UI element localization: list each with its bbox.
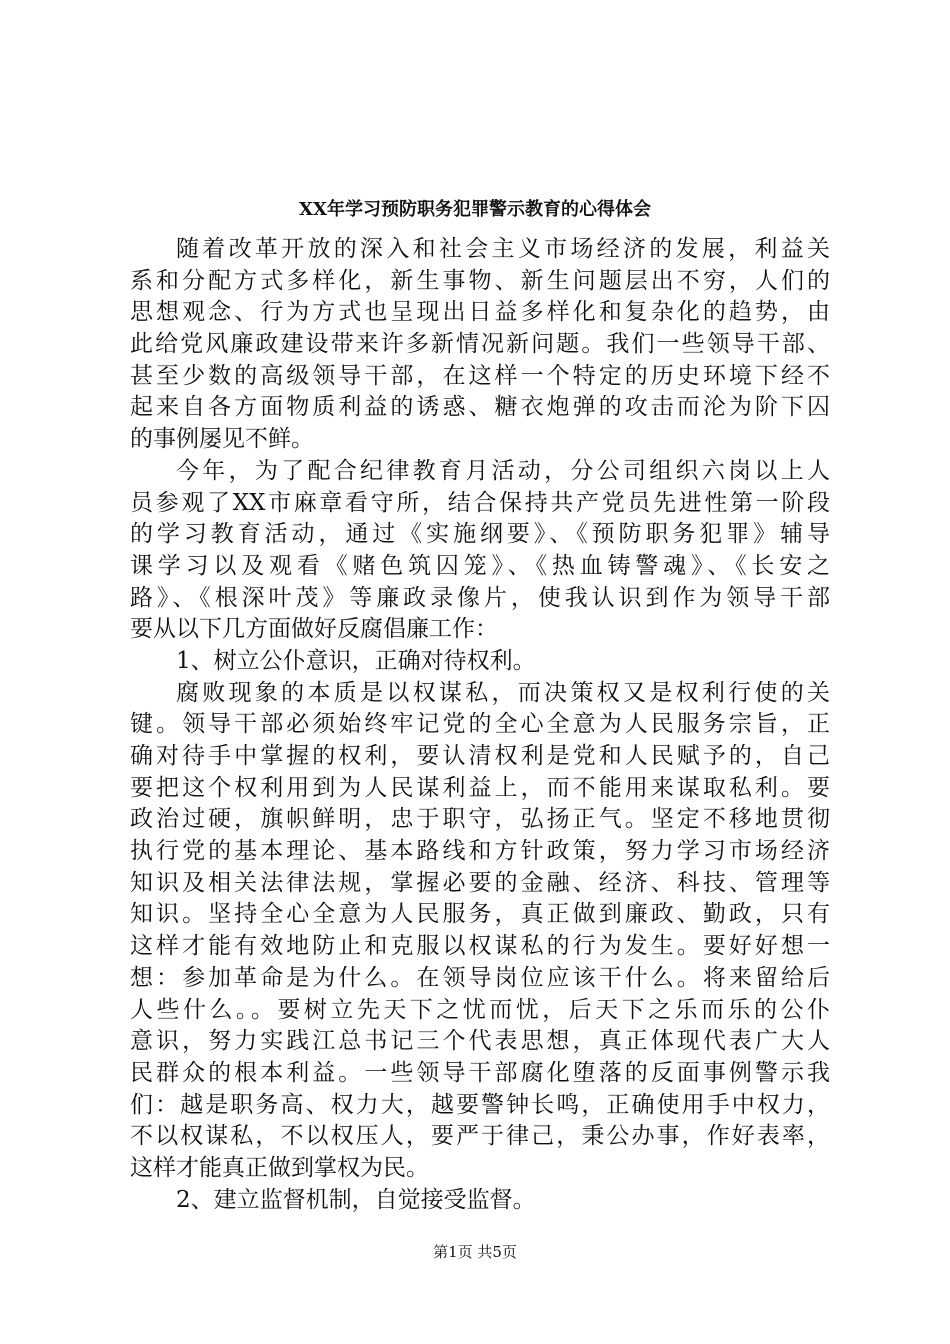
body-text-line: 的事例屡见不鲜。 (130, 426, 314, 453)
body-text-line: 人些什么。。要树立先天下之忧而忧，后天下之乐而乐的公仆 (130, 996, 830, 1023)
body-text-line: 执行党的基本理论、基本路线和方针政策，努力学习市场经济 (130, 838, 830, 865)
body-text-line: 这样才能有效地防止和克服以权谋私的行为发生。要好好想一 (130, 933, 830, 960)
body-text-line: 今年，为了配合纪律教育月活动，分公司组织六岗以上人 (176, 457, 830, 484)
body-text-line: 键。领导干部必须始终牢记党的全心全意为人民服务宗旨，正 (130, 711, 830, 738)
body-text-line: 这样才能真正做到掌权为民。 (130, 1154, 429, 1181)
page-footer: 第1页 共5页 (433, 1243, 517, 1261)
body-text-line: 路》、《根深叶茂》等廉政录像片，使我认识到作为领导干部 (130, 584, 830, 611)
body-text-line: 们：越是职务高、权力大，越要警钟长鸣，正确使用手中权力， (130, 1091, 830, 1118)
body-text-line: 随着改革开放的深入和社会主义市场经济的发展，利益关 (176, 236, 830, 262)
body-text-line: 起来自各方面物质利益的诱惑、糖衣炮弹的攻击而沦为阶下囚 (130, 394, 830, 421)
body-text-line: 2、建立监督机制，自觉接受监督。 (176, 1186, 536, 1213)
body-text-line: 要从以下几方面做好反腐倡廉工作： (130, 616, 498, 643)
body-text-line: 甚至少数的高级领导干部，在这样一个特定的历史环境下经不 (130, 362, 830, 389)
body-text-line: 确对待手中掌握的权利，要认清权利是党和人民赋予的，自己 (130, 743, 830, 769)
body-text-line: 腐败现象的本质是以权谋私，而决策权又是权利行使的关 (176, 679, 830, 706)
body-text-line: 系和分配方式多样化，新生事物、新生问题层出不穷，人们的 (130, 267, 830, 294)
body-text-line: 要把这个权利用到为人民谋利益上，而不能用来谋取私利。要 (130, 774, 830, 801)
body-text-line: 不以权谋私，不以权压人，要严于律己，秉公办事，作好表率， (130, 1123, 830, 1150)
document-title: XX年学习预防职务犯罪警示教育的心得体会 (299, 199, 651, 220)
body-text-line: 想：参加革命是为什么。在领导岗位应该干什么。将来留给后 (130, 964, 830, 991)
body-text-line: 1、树立公仆意识，正确对待权利。 (176, 647, 536, 674)
body-text-line: 员参观了XX市麻章看守所，结合保持共产党员先进性第一阶段 (130, 489, 830, 516)
body-text-line: 知识。坚持全心全意为人民服务，真正做到廉政、勤政，只有 (130, 901, 830, 928)
body-text-line: 的学习教育活动，通过《实施纲要》、《预防职务犯罪》辅导 (130, 521, 830, 548)
document-body (130, 234, 830, 1216)
body-text-line: 知识及相关法律法规，掌握必要的金融、经济、科技、管理等 (130, 869, 830, 896)
body-text-line: 此给党风廉政建设带来许多新情况新问题。我们一些领导干部、 (130, 331, 830, 358)
body-text-line: 政治过硬，旗帜鲜明，忠于职守，弘扬正气。坚定不移地贯彻 (130, 806, 830, 833)
body-text-line: 思想观念、行为方式也呈现出日益多样化和复杂化的趋势，由 (130, 299, 830, 326)
body-text-line: 意识，努力实践江总书记三个代表思想，真正体现代表广大人 (130, 1028, 830, 1055)
body-text-line: 民群众的根本利益。一些领导干部腐化堕落的反面事例警示我 (130, 1059, 830, 1086)
body-text-line: 课学习以及观看《赌色筑囚笼》、《热血铸警魂》、《长安之 (130, 552, 830, 579)
